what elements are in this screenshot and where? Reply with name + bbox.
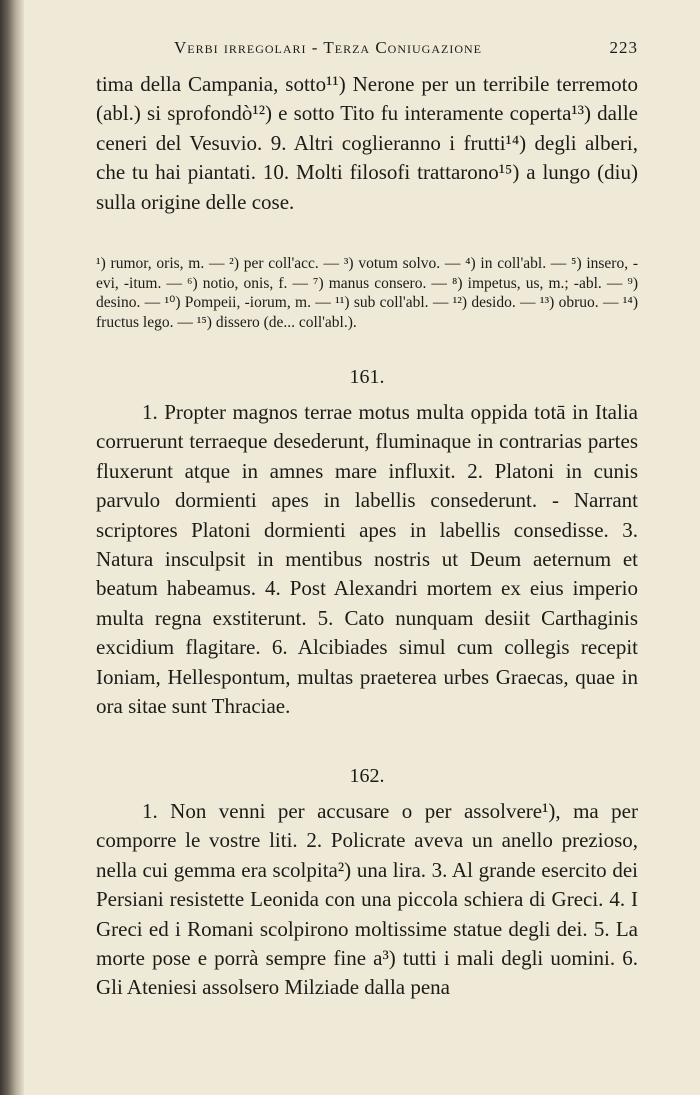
- exercise-162-text: 1. Non venni per accusare o per assolvere¹), ma per comporre le vostre liti. 2. Policrate aveva un anello prezioso, nella cui gemma era scolpita²) una lira. 3. Al grande esercito dei Persiani resistette Leonida con una piccola schiera di Greci. 4. I Greci ed i Romani scolpirono moltissime statue degli dei. 5. La morte pose e porrà sempre fine a³) tutti i mali degli uomini. 6. Gli Ateniesi assolsero Milziade dalla pena: [96, 799, 638, 1000]
- page-number: 223: [609, 38, 638, 57]
- running-head: [96, 36, 638, 62]
- exercise-number-162: 162.: [349, 765, 385, 787]
- running-title: Verbi irregolari - Terza Coniugazione: [174, 38, 482, 57]
- exercise-161: [96, 398, 638, 721]
- book-spine-shadow: [0, 0, 24, 1095]
- continuation-text: tima della Campania, sotto¹¹) Nerone per un terribile terremoto (abl.) si sprofondò¹²) e sotto Tito fu interamente coperta¹³) dalle ceneri del Vesuvio. 9. Altri coglieranno i frutti¹⁴) degli alberi, che tu hai piantati. 10. Molti filosofi trattarono¹⁵) a lungo (diu) sulla origine delle cose.: [96, 72, 638, 214]
- footnotes-text: ¹) rumor, oris, m. — ²) per coll'acc. — ³) votum solvo. — ⁴) in coll'abl. — ⁵) insero, -evi, -itum. — ⁶) notio, onis, f. — ⁷) manus consero. — ⁸) impetus, us, m.; -abl. — ⁹) desino. — ¹⁰) Pompeii, -iorum, m. — ¹¹) sub coll'abl. — ¹²) desido. — ¹³) obruo. — ¹⁴) fructus lego. — ¹⁵) dissero (de... coll'abl.).: [96, 255, 638, 331]
- continuation-paragraph: [96, 70, 638, 217]
- footnotes: [96, 254, 638, 332]
- exercise-161-text: 1. Propter magnos terrae motus multa oppida totā in Italia corruerunt terraeque desederunt, fluminaque in contrarias partes fluxerunt atque in amnes mare influxit. 2. Platoni in cunis parvulo dormienti apes in labellis consederunt. - Narrant scriptores Platoni dormienti apes in labellis consedisse. 3. Natura insculpsit in mentibus nostris ut Deum aeternum et beatum habeamus. 4. Post Alexandri mortem ex eius imperio multa regna exstiterunt. 5. Cato nunquam desiit Carthaginis excidium flagitare. 6. Alcibiades simul cum collegis recepit Ioniam, Hellespontum, multas praeterea urbes Graecas, quae in ora sitae sunt Thraciae.: [96, 400, 638, 719]
- exercise-number-161: 161.: [349, 366, 385, 388]
- exercise-162: [96, 797, 638, 1003]
